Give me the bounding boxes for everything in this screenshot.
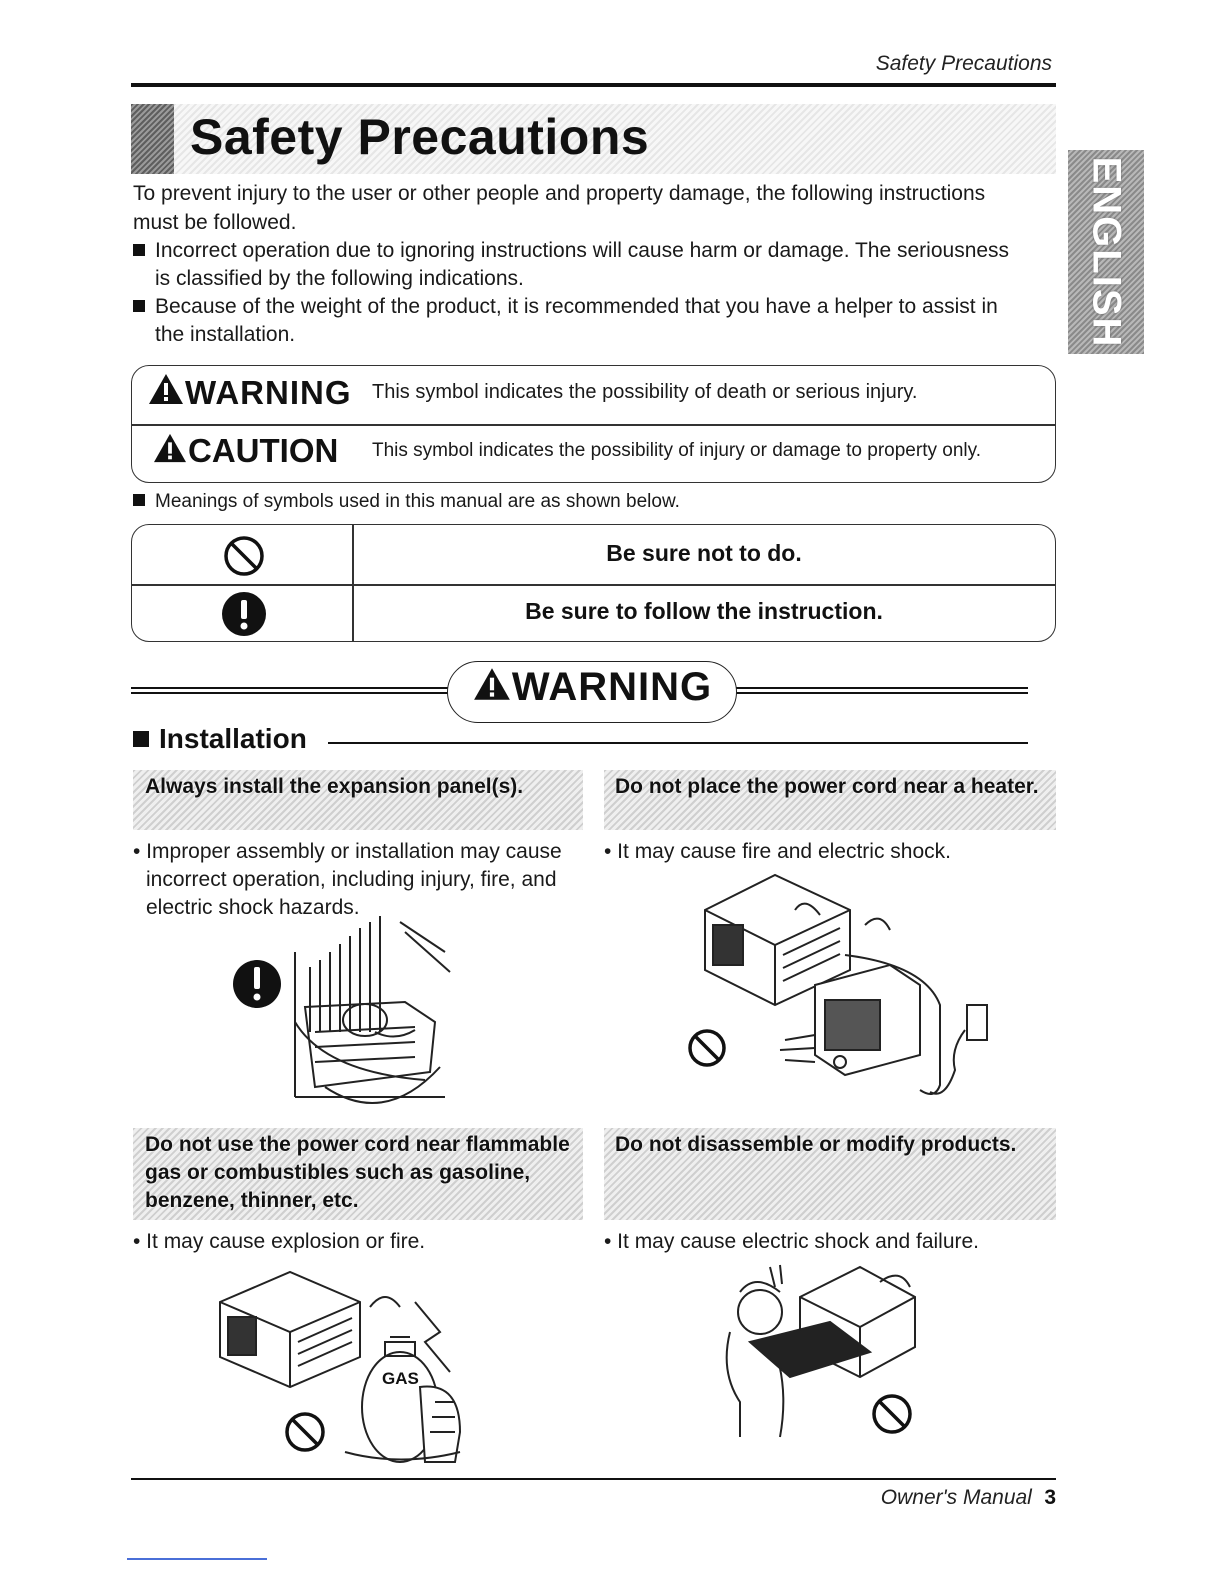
- item-heading: Always install the expansion panel(s).: [145, 775, 524, 798]
- signal-word-divider: [131, 424, 1056, 426]
- warning-triangle-icon: [147, 372, 185, 406]
- symbol-prohibition-text: Be sure not to do.: [606, 540, 802, 566]
- mandatory-icon: [221, 591, 267, 637]
- divider-line-left: [131, 692, 449, 694]
- intro-paragraph: To prevent injury to the user or other people and property damage, the following instructions must be followed.: [133, 182, 986, 234]
- symbol-table-row-divider: [131, 584, 1056, 586]
- gas-label: GAS: [382, 1369, 419, 1388]
- item-body: • It may cause fire and electric shock.: [604, 840, 951, 863]
- page-number: 3: [1044, 1486, 1056, 1509]
- intro-bullet-cont: the installation.: [155, 323, 296, 346]
- symbols-note: Meanings of symbols used in this manual are as shown below.: [133, 488, 680, 517]
- warning-description: This symbol indicates the possibility of death or serious injury.: [372, 381, 918, 403]
- divider-line-right: [735, 687, 1028, 689]
- warning-signal: WARNING: [147, 372, 352, 412]
- intro-bullet: Because of the weight of the product, it is recommended that you have a helper to assist in: [133, 293, 998, 322]
- section-rule: [328, 742, 1028, 744]
- divider-line-right: [735, 692, 1028, 694]
- bullet-square: [133, 731, 149, 747]
- gas-cylinder-illustration: [210, 1262, 480, 1472]
- footer: [870, 1486, 1056, 1510]
- bullet-square: [133, 494, 145, 506]
- symbol-mandatory-text: Be sure to follow the instruction.: [525, 598, 883, 624]
- item-body: • It may cause explosion or fire.: [133, 1230, 426, 1253]
- title-marker: [131, 104, 174, 174]
- disassembly-illustration: [700, 1262, 950, 1447]
- caution-triangle-icon: [152, 432, 188, 464]
- header-rule: [131, 83, 1056, 87]
- item-heading: Do not use the power cord near flammable gas or combustibles such as gasoline, benzene, thinner, etc.: [145, 1133, 570, 1212]
- item-body: • It may cause electric shock and failure.: [604, 1230, 980, 1253]
- prohibition-icon: [222, 534, 266, 578]
- heater-power-cord-illustration: [665, 870, 1005, 1115]
- caution-signal: CAUTION: [152, 432, 338, 470]
- footer-label: Owner's Manual: [880, 1486, 1032, 1509]
- item-heading: Do not place the power cord near a heater.: [615, 775, 1039, 798]
- item-heading: Do not disassemble or modify products.: [615, 1133, 1017, 1156]
- section-heading: Installation: [133, 723, 307, 755]
- caution-description: This symbol indicates the possibility of injury or damage to property only.: [372, 440, 981, 461]
- language-tab-label: ENGLISH: [1084, 156, 1129, 348]
- bullet-square: [133, 300, 145, 312]
- air-conditioner-installation-illustration: [225, 912, 475, 1112]
- scan-artifact-line: [127, 1558, 267, 1560]
- footer-rule: [131, 1478, 1056, 1480]
- intro-bullet: Incorrect operation due to ignoring instructions will cause harm or damage. The seriousness: [133, 237, 1009, 266]
- page-title: Safety Precautions: [190, 109, 650, 165]
- warning-triangle-icon: [472, 666, 512, 702]
- item-body: • Improper assembly or installation may cause incorrect operation, including injury, fire, and electric shock hazards.: [133, 840, 562, 919]
- warning-divider: WARNING: [447, 665, 737, 710]
- divider-line-left: [131, 687, 449, 689]
- running-head: Safety Precautions: [875, 52, 1052, 75]
- bullet-square: [133, 244, 145, 256]
- intro-bullet-cont: is classified by the following indications.: [155, 267, 524, 290]
